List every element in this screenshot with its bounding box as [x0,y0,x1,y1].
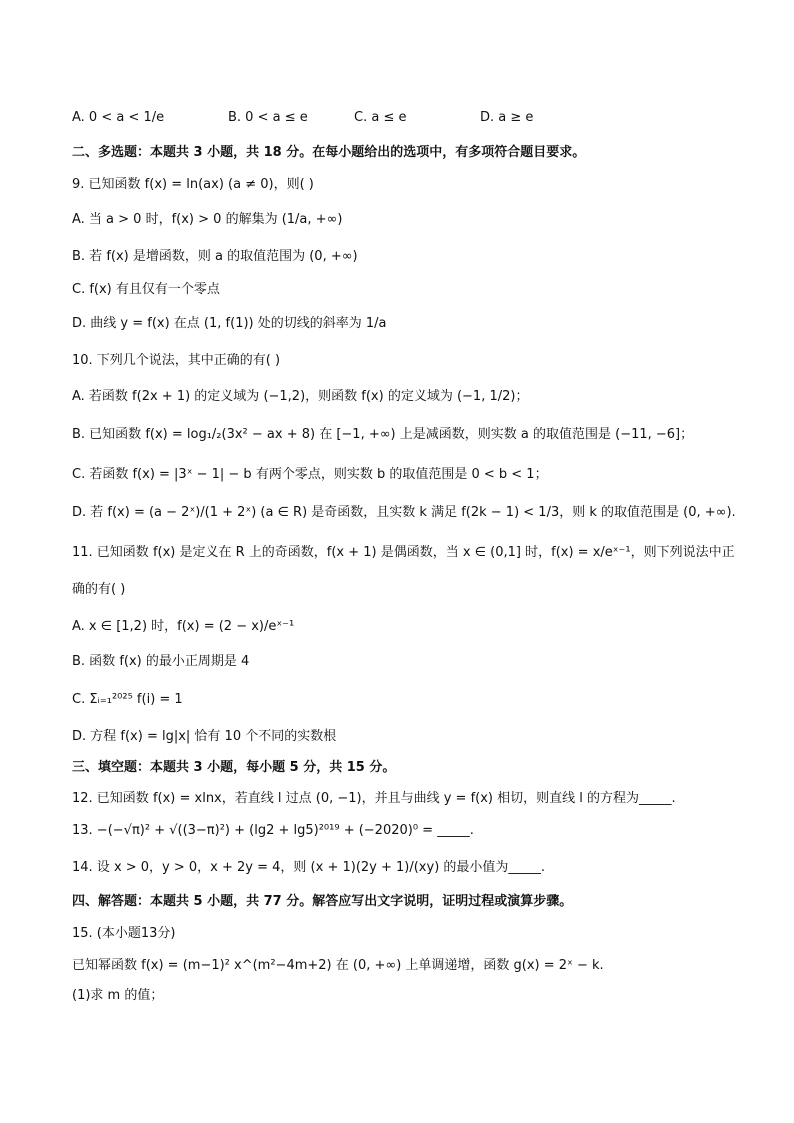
q9-stem: 9. 已知函数 f(x) = ln(ax) (a ≠ 0)，则( ) [72,177,314,192]
section-2-heading: 二、多选题：本题共 3 小题，共 18 分。在每小题给出的选项中，有多项符合题目要求。 [72,145,586,160]
q9-option-b: B. 若 f(x) 是增函数，则 a 的取值范围为 (0, +∞) [72,249,358,264]
q11-option-d: D. 方程 f(x) = lg|x| 恰有 10 个不同的实数根 [72,729,337,744]
section-4-heading: 四、解答题：本题共 5 小题，共 77 分。解答应写出文字说明，证明过程或演算步骤。 [72,894,573,909]
q11-stem-line-2: 确的有( ) [72,582,126,597]
q9-option-a: A. 当 a > 0 时，f(x) > 0 的解集为 (1/a, +∞) [72,212,343,227]
q10-option-b: B. 已知函数 f(x) = log₁/₂(3x² − ax + 8) 在 [−1, +∞) 上是减函数，则实数 a 的取值范围是 (−11, −6]； [72,427,694,442]
section-3-heading: 三、填空题：本题共 3 小题，每小题 5 分，共 15 分。 [72,760,396,775]
q14-text: 14. 设 x > 0，y > 0，x + 2y = 4，则 (x + 1)(2y + 1)/(xy) 的最小值为_____. [72,860,546,875]
q12-text: 12. 已知函数 f(x) = xlnx，若直线 l 过点 (0, −1)，并且与曲线 y = f(x) 相切，则直线 l 的方程为_____. [72,791,676,806]
q8-option-a: A. 0 < a < 1/e [72,110,165,125]
q15-title: 15. (本小题13分) [72,926,176,941]
q9-option-c: C. f(x) 有且仅有一个零点 [72,282,220,297]
q15-stem: 已知幂函数 f(x) = (m−1)² x^(m²−4m+2) 在 (0, +∞) 上单调递增，函数 g(x) = 2ˣ − k. [72,958,604,973]
q9-option-d: D. 曲线 y = f(x) 在点 (1, f(1)) 处的切线的斜率为 1/a [72,316,387,331]
q8-option-c: C. a ≤ e [354,110,407,125]
q11-stem-line-1: 11. 已知函数 f(x) 是定义在 R 上的奇函数，f(x + 1) 是偶函数，当 x ∈ (0,1] 时，f(x) = x/eˣ⁻¹，则下列说法中正 [72,545,735,560]
q8-option-b: B. 0 < a ≤ e [228,110,308,125]
q15-part-1: (1)求 m 的值； [72,988,164,1003]
q11-option-c: C. Σᵢ₌₁²⁰²⁵ f(i) = 1 [72,692,183,707]
q10-option-c: C. 若函数 f(x) = |3ˣ − 1| − b 有两个零点，则实数 b 的取值范围是 0 < b < 1； [72,467,548,482]
q8-option-d: D. a ≥ e [480,110,534,125]
q10-option-d: D. 若 f(x) = (a − 2ˣ)/(1 + 2ˣ) (a ∈ R) 是奇函数，且实数 k 满足 f(2k − 1) < 1/3，则 k 的取值范围是 (0, +∞). [72,505,736,520]
q13-text: 13. −(−√π)² + √((3−π)²) + (lg2 + lg5)²⁰¹⁹ + (−2020)⁰ = _____. [72,823,474,838]
q10-option-a: A. 若函数 f(2x + 1) 的定义域为 (−1,2)，则函数 f(x) 的定义域为 (−1, 1/2)； [72,389,529,404]
q11-option-b: B. 函数 f(x) 的最小正周期是 4 [72,654,250,669]
q10-stem: 10. 下列几个说法，其中正确的有( ) [72,353,281,368]
q11-option-a: A. x ∈ [1,2) 时，f(x) = (2 − x)/eˣ⁻¹ [72,619,295,634]
